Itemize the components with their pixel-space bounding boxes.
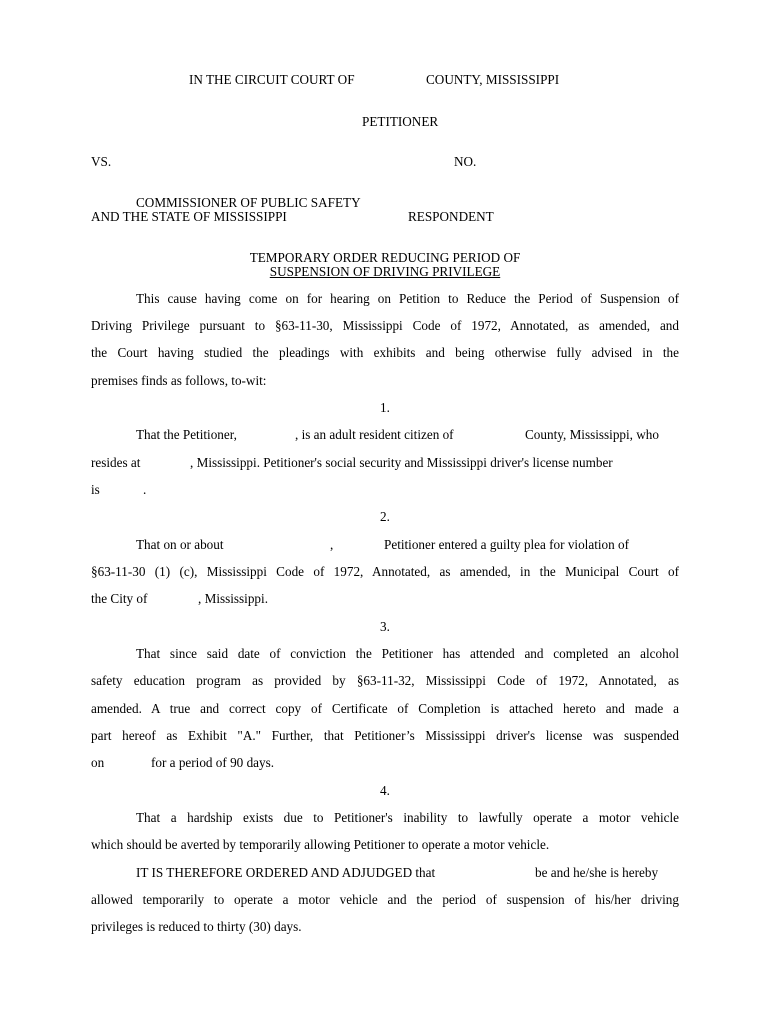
finding-2-text: That on or about (136, 537, 224, 552)
versus-label: VS. (91, 154, 112, 169)
finding-2-text: §63-11-30 (1) (c), Mississippi Code of 1972, Annotated, as amended, in the Municipal Court of (91, 564, 679, 579)
finding-4-text: which should be averted by temporarily allowing Petitioner to operate a motor vehicle. (91, 837, 550, 852)
respondent-name-line1: COMMISSIONER OF PUBLIC SAFETY (136, 195, 361, 210)
finding-number: 1. (380, 400, 390, 415)
respondent-label: RESPONDENT (408, 209, 494, 224)
finding-number: 2. (380, 509, 390, 524)
finding-3-text: part hereof as Exhibit "A." Further, that Petitioner’s Mississippi driver's license was suspended (91, 728, 679, 743)
intro-line: the Court having studied the pleadings with exhibits and being otherwise fully advised in the (91, 345, 679, 360)
finding-3-text: That since said date of conviction the Petitioner has attended and completed an alcohol (136, 646, 679, 661)
court-caption-right: COUNTY, MISSISSIPPI (426, 72, 560, 87)
court-caption-left: IN THE CIRCUIT COURT OF (189, 72, 355, 87)
finding-2-text: , Mississippi. (198, 591, 268, 606)
respondent-name-line2: AND THE STATE OF MISSISSIPPI (91, 209, 287, 224)
finding-number: 4. (380, 783, 390, 798)
finding-1-text: That the Petitioner, (136, 427, 237, 442)
finding-1-text: , Mississippi. Petitioner's social security and Mississippi driver's license number (190, 455, 613, 470)
intro-line: premises finds as follows, to-wit: (91, 373, 267, 388)
finding-1-text: resides at (91, 455, 141, 470)
finding-1-text: County, Mississippi, who (525, 427, 659, 442)
order-text: allowed temporarily to operate a motor vehicle and the period of suspension of his/her driving (91, 892, 679, 907)
finding-3-text: for a period of 90 days. (151, 755, 275, 770)
finding-4-text: That a hardship exists due to Petitioner's inability to lawfully operate a motor vehicle (136, 810, 679, 825)
finding-2-text: Petitioner entered a guilty plea for violation of (384, 537, 629, 552)
petitioner-label: PETITIONER (362, 114, 439, 129)
intro-line: Driving Privilege pursuant to §63-11-30, Mississippi Code of 1972, Annotated, as amended, and (91, 318, 679, 333)
finding-2-text: the City of (91, 591, 148, 606)
finding-3-text: on (91, 755, 105, 770)
order-text: be and he/she is hereby (535, 865, 659, 880)
order-title-line1: TEMPORARY ORDER REDUCING PERIOD OF (249, 250, 521, 265)
intro-line: This cause having come on for hearing on Petition to Reduce the Period of Suspension of (136, 291, 679, 306)
finding-1-text: . (143, 482, 147, 497)
order-text: IT IS THEREFORE ORDERED AND ADJUDGED that (136, 865, 436, 880)
order-title-line2: SUSPENSION OF DRIVING PRIVILEGE (269, 264, 501, 279)
order-text: privileges is reduced to thirty (30) days. (91, 919, 302, 934)
finding-1-text: is (91, 482, 100, 497)
finding-1-text: , is an adult resident citizen of (295, 427, 454, 442)
finding-3-text: amended. A true and correct copy of Certificate of Completion is attached hereto and made a (91, 701, 679, 716)
case-number-label: NO. (454, 154, 477, 169)
finding-3-text: safety education program as provided by §63-11-32, Mississippi Code of 1972, Annotated, as (91, 673, 679, 688)
finding-number: 3. (380, 619, 390, 634)
finding-2-text: , (330, 537, 334, 552)
